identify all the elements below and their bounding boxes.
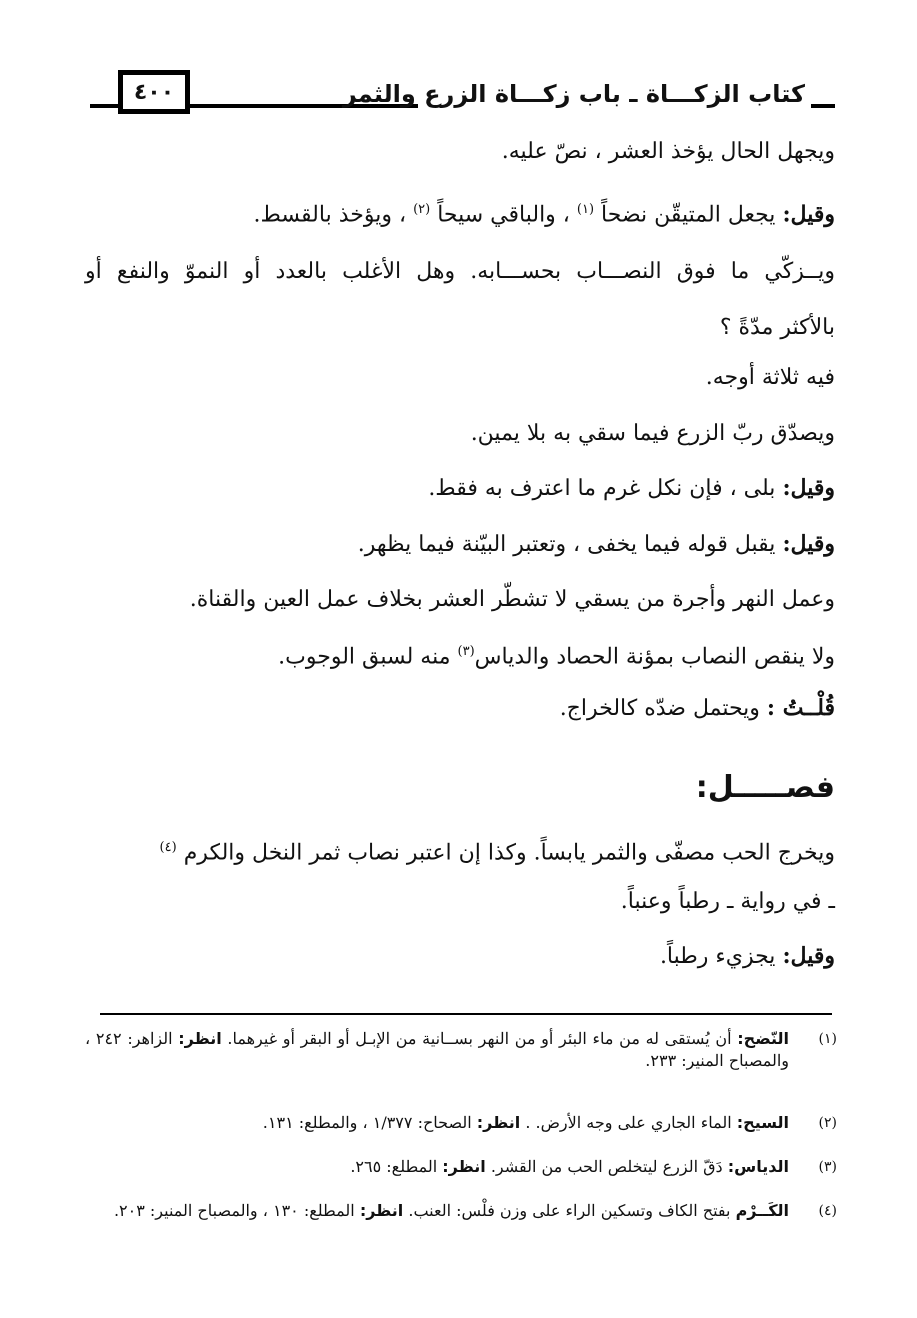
footnote-ref[interactable]: (٣) <box>457 644 475 659</box>
term-label: قُلْــتُ : <box>766 695 835 721</box>
text-line: وعمل النهر وأجرة من يسقي لا تشطّر العشر بخلاف عمل العين والقناة. <box>189 587 835 612</box>
term-label: وقيل: <box>782 201 835 228</box>
text-line: قُلْــتُ : ويحتمل ضدّه كالخراج. <box>559 695 835 721</box>
page-number: ٤٠٠ <box>118 70 190 114</box>
text-line: وقيل: يجعل المتيقّن نضحاً $^{(١)}$ ، والباقي سيحاً $^{(٢)}$ ، ويؤخذ بالقسط. <box>253 201 835 228</box>
ref-label: انظر: <box>442 1157 486 1176</box>
text-line: وقيل: يقبل قوله فيما يخفى ، وتعتبر البيّنة فيما يظهر. <box>357 531 835 557</box>
footnote-number: (٢) <box>818 1115 837 1131</box>
footnote-number: (٣) <box>818 1159 837 1175</box>
term-label: وقيل: <box>782 943 835 969</box>
text-line: بالأكثر مدّةً ؟ <box>719 315 835 340</box>
footnote: (٣) الدياس: دَقّ الزرع ليتخلص الحب من القشر. انظر: المطلع: ٢٦٥. <box>350 1157 837 1176</box>
footnote: (١) النّضح: أن يُستقى له من ماء البئر أو من النهر بســانية من الإبـل أو البقر أو غيرهما. انظر: الزاهر: ٢٤٢ ، والمصباح المنير: ٢٣٣. <box>85 1029 837 1070</box>
footnote-ref[interactable]: (٢) <box>413 202 431 217</box>
footnote-term: السيح: <box>736 1113 789 1132</box>
header-title: كتاب الزكـــاة ـ باب زكـــاة الزرع والثمر <box>342 80 805 108</box>
header-rule <box>811 104 835 108</box>
text-line: ويجهل الحال يؤخذ العشر ، نصّ عليه. <box>501 139 835 164</box>
footnote: (٢) السيح: الماء الجاري على وجه الأرض. . انظر: الصحاح: ١/٣٧٧ ، والمطلع: ١٣١. <box>262 1113 837 1132</box>
footnote-number: (٤) <box>818 1203 837 1219</box>
footnote-term: الدياس: <box>727 1157 789 1176</box>
footnote-separator <box>100 1013 832 1015</box>
header-rule <box>90 104 118 108</box>
text-line: ولا ينقص النصاب بمؤنة الحصاد والدياس$^{(٣)}$ منه لسبق الوجوب. <box>278 644 835 670</box>
page-header <box>90 66 835 122</box>
ref-label: انظر: <box>178 1029 222 1048</box>
term-label: وقيل: <box>782 531 835 557</box>
ref-label: انظر: <box>476 1113 521 1132</box>
footnote-term: النّضح: <box>737 1029 789 1048</box>
text-line: وقيل: بلى ، فإن نكل غرم ما اعترف به فقط. <box>428 475 835 501</box>
footnote-ref[interactable]: (٤) <box>159 840 177 855</box>
text-line: وقيل: يجزيء رطباً. <box>659 943 835 969</box>
text-line: ـ في رواية ـ رطباً وعنباً. <box>620 889 835 914</box>
section-heading: فصـــــل: <box>695 770 835 805</box>
text-line: فيه ثلاثة أوجه. <box>705 365 835 390</box>
footnote: (٤) الكَــرْم بفتح الكاف وتسكين الراء على وزن فلْس: العنب. انظر: المطلع: ١٣٠ ، والمصباح المنير: ٢٠٣. <box>113 1201 837 1220</box>
footnote-ref[interactable]: (١) <box>576 202 595 217</box>
ref-label: انظر: <box>359 1201 404 1220</box>
term-label: وقيل: <box>782 475 835 501</box>
text-line: ويــزكّي ما فوق النصـــاب بحســـابه. وهل الأغلب بالعدد أو النموّ والنفع أو <box>85 259 835 284</box>
text-line: ويصدّق ربّ الزرع فيما سقي به بلا يمين. <box>470 421 835 446</box>
text-line: ويخرج الحب مصفّى والثمر يابساً. وكذا إن اعتبر نصاب ثمر النخل والكرم $^{(٤)}$ <box>159 840 835 866</box>
footnote-number: (١) <box>818 1031 837 1047</box>
footnote-term: الكَــرْم <box>735 1201 789 1220</box>
